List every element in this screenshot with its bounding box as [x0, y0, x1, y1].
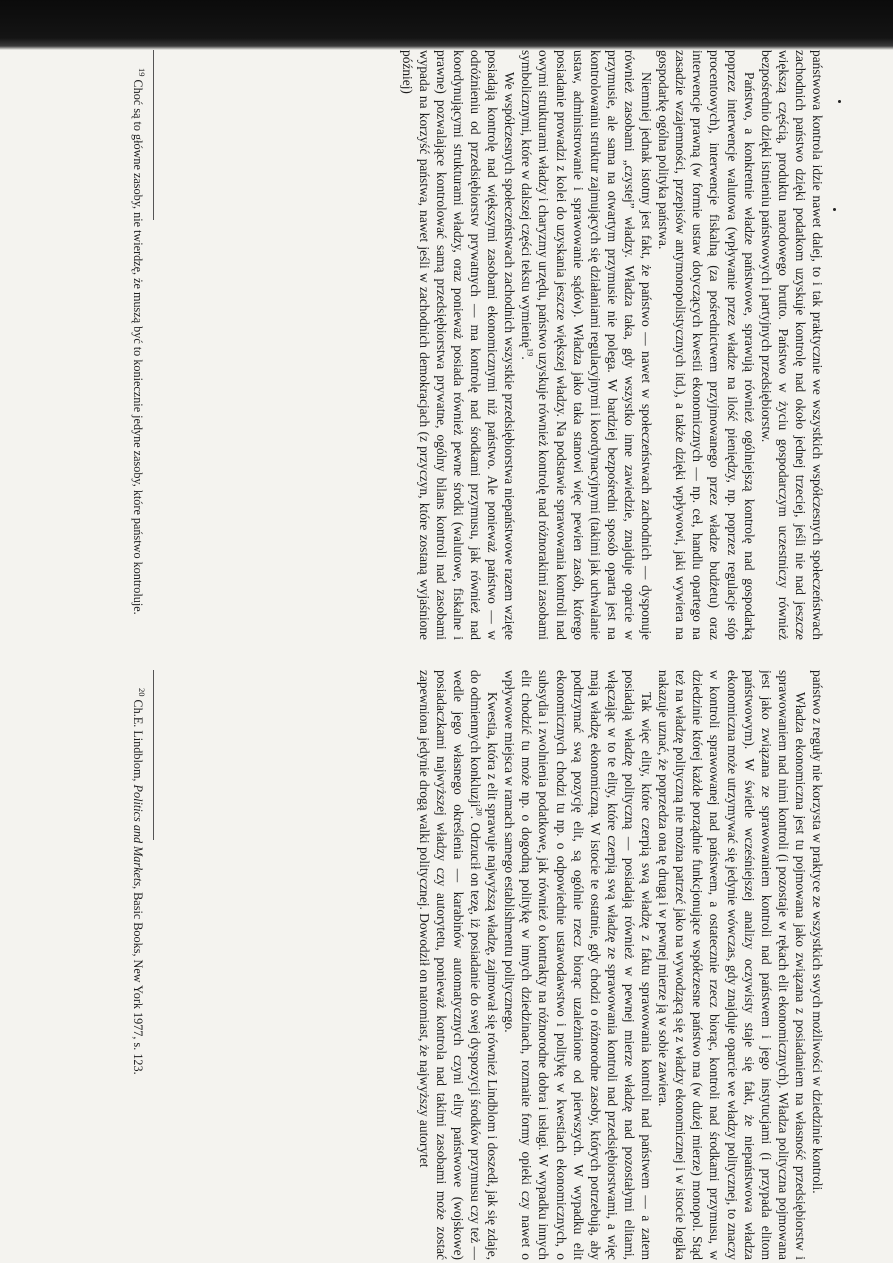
- footnote-rule: [153, 50, 154, 220]
- footnote-text: Choć są to główne zasoby, nie twierdzę, że muszą być to koniecznie jedyne zasoby, które państwo kontroluje.: [131, 79, 145, 615]
- paragraph: Tak więc elity, które czerpią swą władzę z faktu sprawowania kontroli nad państwem — a zatem posiadają władzę polityczną — posiadają również w pewnej mierze władzę nad pozostałymi elitami, włączając w to te elity, które czerpią swą władzę ze sprawowania kontroli nad przedsiębiorstwami, a więc mają władzę ekonomiczną. W istocie te ostatnie, gdy chodzi o różnorodne zasoby, których potrzebują, aby podtrzymać swą pozycję elit, są ogólnie rzecz biorąc uzależnione od pierwszych. W wypadku elit ekonomicznych chodzi tu np. o odpowiednie ustawodawstwo i politykę w kwestiach ekonomicznych, o subsydia i zwolnienia podatkowe, jak również o kontrakty na różnorodne dobra i usługi. W wypadku innych elit chodzić tu może np. o dogodną politykę w innych dziedzinach, rozmaite formy opieki czy nawet o wpływowe miejsca w ramach samego establishmentu politycznego.: [502, 670, 655, 1260]
- paragraph: państwo z reguły nie korzysta w praktyce ze wszystkich swych możliwości w dziedzinie kontroli.: [810, 670, 825, 1194]
- footnote-ref: 19: [525, 347, 536, 357]
- footnote-ref: 20: [474, 807, 485, 816]
- footnote-marker: 20: [137, 688, 148, 697]
- scan-speck: [833, 208, 836, 211]
- paragraph-text: Niemniej jednak istotny jest fakt, że państwo — nawet w społeczeństwach zachodnich — dysponuje również zasobami „czystej” władzy. Władza taka, gdy wszystko inne zawiedzie, znajduje oparcie w przymusie, ale sama na otwartym przymusie nie polega. W bardziej bezpośredni sposób oparta jest na kontrolowaniu struktur zajmujących się działaniami regulacyjnymi i koordynacyjnymi (takimi jak uchwalanie ustaw, administrowanie i sprawowanie sądów). Władza jako taka stanowi więc pewien zasób, którego posiadanie prowadzi z kolei do uzyskania jeszcze większej władzy. Na podstawie sprawowania kontroli nad owymi strukturami władzy i charyzmy urzędu, państwo uzyskuje również kontrolę nad różnorakimi zasobami symbolicznymi, które w dalszej części tekstu wymienię: [519, 50, 655, 640]
- paragraph-text: Kwestia, która z elit sprawuje najwyższą władzę, zajmował się również Lindblom i doszedł, jak się zdaje, do odmiennych konkluzji: [468, 670, 501, 1260]
- paragraph-text: . Odrzucił on tezę, iż posiadanie do swej dyspozycji środków przymusu czy też — wedle jego własnego określenia — karabinów automatycznych czyni elity państwowe (wojskowe) posiadaczkami najwyższej władzy czy autorytetu, ponieważ kontrola nad takimi zasobami może zostać zapewniona jedynie drogą walki politycznej. Dowodził on natomiast, że najwyższy autorytet: [416, 670, 484, 1260]
- scan-dark-edge: [0, 0, 893, 50]
- footnote-19: [130, 50, 146, 640]
- paragraph: Państwo, a konkretnie władze państwowe, sprawują również ogólniejszą kontrolę nad gospodarką poprzez interwencje walutowa (wpływanie przez władze na ilość pieniędzy, np. poprzez regulacje stóp procentowych), interwencje fiskalną (za pośrednictwem przyjmowanego przez władze budżetu) oraz interwencje prawną (w formie ustaw dotyczących kwestii ekonomicznych — np. ceł, handlu opartego na zasadzie wzajemności, przepisów antymonopolistycznych itd.), a także dzięki wpływowi, jaki wywiera na gospodarkę ogólna polityka państwa.: [656, 50, 757, 640]
- left-footnotes: [130, 50, 155, 640]
- footnote-marker: 19: [137, 68, 148, 77]
- paragraph: We współczesnych społeczeństwach zachodnich wszystkie przedsiębiorstwa niepaństwowe razem wzięte posiadają kontrolę nad większymi zasobami ekonomicznymi niż państwo. Ale ponieważ państwo — w odróżnieniu od przedsiębiorstw prywatnych — ma kontrolę nad środkami przymusu, jak również nad koordynującymi strukturami władzy, oraz ponieważ posiada również pewne środki (walutowe, fiskalne i prawne) pozwalające kontrolować samą przedsiębiorstwa prywatne, ogólny bilans kontroli nad zasobami wypada na korzyść państwa, nawet jeśli w zachodnich demokracjach (z przyczyn, które zostaną wyjaśnione później): [399, 50, 518, 640]
- paragraph: [416, 670, 501, 1260]
- paragraph: Władza ekonomiczna jest tu pojmowana jako związana z posiadaniem na własność przedsiębiorstw i sprawowaniem nad nimi kontroli (i pozostaje w rękach elit ekonomicznych). Władza polityczna pojmowana jest jako związana ze sprawowaniem kontroli nad państwem i jego instytucjami (i przypada elitom państwowym). W świetle wcześniejszej analizy oczywisty staje się fakt, że niepaństwowa władza ekonomiczna może utrzymywać się jedynie wówczas, gdy znajduje oparcie we władzy politycznej, to znaczy w kontroli sprawowanej nad państwem, a ostatecznie rzecz biorąc, kontroli nad środkami przymusu, w dziedzinie której każde porządnie funkcjonujące współczesne państwo ma (w dużej mierze) monopol. Stąd też na władzę polityczną nie można patrzeć jako na wywodzącą się z władzy ekonomicznej i w istocie logika nakazuje uznać, że poprzedza ona tę drugą i w pewnej mierze ją w sobie zawiera.: [656, 670, 808, 1260]
- footnote-20: [130, 670, 146, 1260]
- right-footnotes: [130, 670, 155, 1260]
- footnote-rule: [153, 670, 154, 840]
- rotated-book-spread: [66, 50, 826, 1260]
- right-page: [66, 670, 826, 1260]
- paragraph: państwowa kontrola idzie nawet dalej, to i tak praktycznie we wszystkich współczesnych społeczeństwach zachodnich państwo dzięki podatkom uzyskuje kontrolę nad około jednej trzeciej, jeśli nie nad jeszcze większą częścią, produktu narodowego brutto. Państwo w życiu gospodarczym uczestniczy również bezpośrednio dzięki istnieniu państwowych i partyjnych przedsiębiorstw.: [758, 50, 825, 640]
- scan-speck: [838, 100, 841, 103]
- paragraph: Niemniej jednak istotny jest fakt, że państwo — nawet w społeczeństwach zachodnich — dysponuje również zasobami „czystej” władzy. Władza taka, gdy wszystko inne zawiedzie, znajduje oparcie w przymusie, ale sama na otwartym przymusie nie polega. W bardziej bezpośredni sposób oparta jest na kontrolowaniu struktur zajmujących się działaniami regulacyjnymi i koordynacyjnymi (takimi jak uchwalanie ustaw, administrowanie i sprawowanie sądów). Władza jako taka stanowi więc pewien zasób, którego posiadanie prowadzi z kolei do uzyskania jeszcze większej władzy. Na podstawie sprawowania kontroli nad owymi strukturami władzy i charyzmy urzędu, państwo uzyskuje również kontrolę nad różnorakimi zasobami symbolicznymi, które w dalszej części tekstu wymienię$^{19}$.: [519, 50, 655, 640]
- left-page-body: [186, 50, 826, 640]
- footnote-title: Politics and Markets: [131, 784, 145, 887]
- left-page: [66, 50, 826, 640]
- footnote-author: Ch.E. Lindblom,: [131, 699, 145, 782]
- right-page-body: [186, 670, 826, 1260]
- footnote-publisher: , Basic Books, New York 1977, s. 123.: [131, 886, 145, 1075]
